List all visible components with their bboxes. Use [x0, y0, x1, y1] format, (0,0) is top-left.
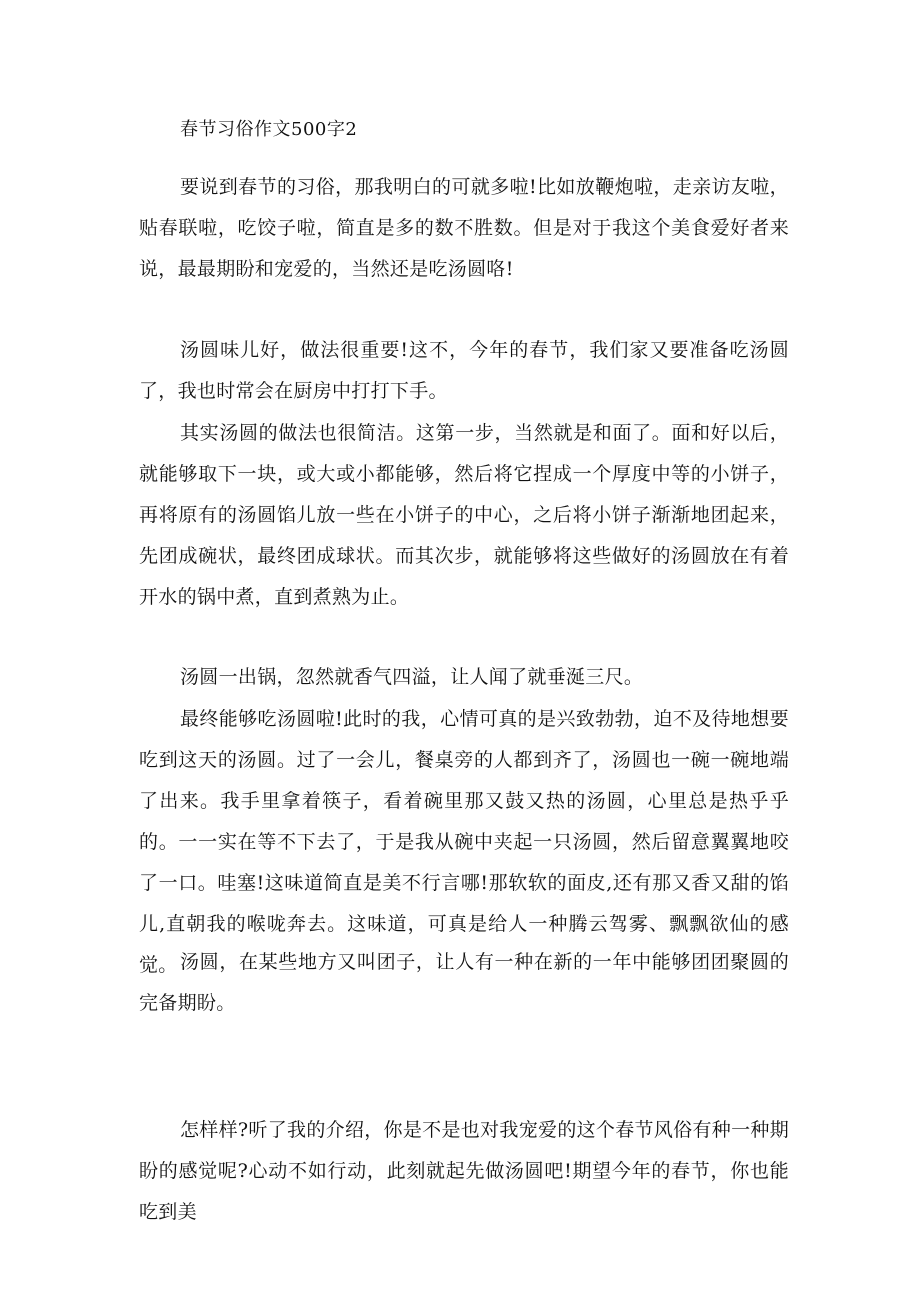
- paragraph-7: 怎样样?听了我的介绍，你是不是也对我宠爱的这个春节风俗有种一种期盼的感觉呢?心动不如行动，此刻就起先做汤圆吧!期望今年的春节，你也能吃到美: [139, 1119, 789, 1223]
- document-title: 春节习俗作文500字2: [180, 119, 358, 140]
- paragraph-1: 要说到春节的习俗，那我明白的可就多啦!比如放鞭炮啦，走亲访友啦，贴春联啦，吃饺子啦，简直是多的数不胜数。但是对于我这个美食爱好者来说，最最期盼和宠爱的，当然还是吃汤圆咯!: [139, 176, 789, 280]
- paragraph-6: 汤圆，在某些地方又叫团子，让人有一种在新的一年中能够团团聚圆的完备期盼。: [139, 951, 789, 1014]
- paragraph-5: 最终能够吃汤圆啦!此时的我，心情可真的是兴致勃勃，迫不及待地想要吃到这天的汤圆。过了一会儿，餐桌旁的人都到齐了，汤圆也一碗一碗地端了出来。我手里拿着筷子，看着碗里那又鼓又热的汤圆，心里总是热乎乎的。一一实在等不下去了，于是我从碗中夹起一只汤圆，然后留意翼翼地咬了一口。哇塞!这味道简直是美不行言哪!那软软的面皮,还有那又香又甜的馅儿,直朝我的喉咙奔去。这味道，可真是给人一种腾云驾雾、飘飘欲仙的感觉。: [139, 708, 789, 976]
- paragraph-3: 其实汤圆的做法也很简洁。这第一步，当然就是和面了。面和好以后，就能够取下一块，或大或小都能够，然后将它捏成一个厚度中等的小饼子，再将原有的汤圆馅儿放一些在小饼子的中心，之后将小饼子渐渐地团起来，先团成碗状，最终团成球状。而其次步，就能够将这些做好的汤圆放在有着开水的锅中煮，直到煮熟为止。: [139, 422, 789, 608]
- paragraph-4: 汤圆一出锅，忽然就香气四溢，让人闻了就垂涎三尺。: [180, 666, 644, 688]
- paragraph-2: 汤圆味儿好，做法很重要!这不，今年的春节，我们家又要准备吃汤圆了，我也时常会在厨房中打打下手。: [139, 339, 789, 402]
